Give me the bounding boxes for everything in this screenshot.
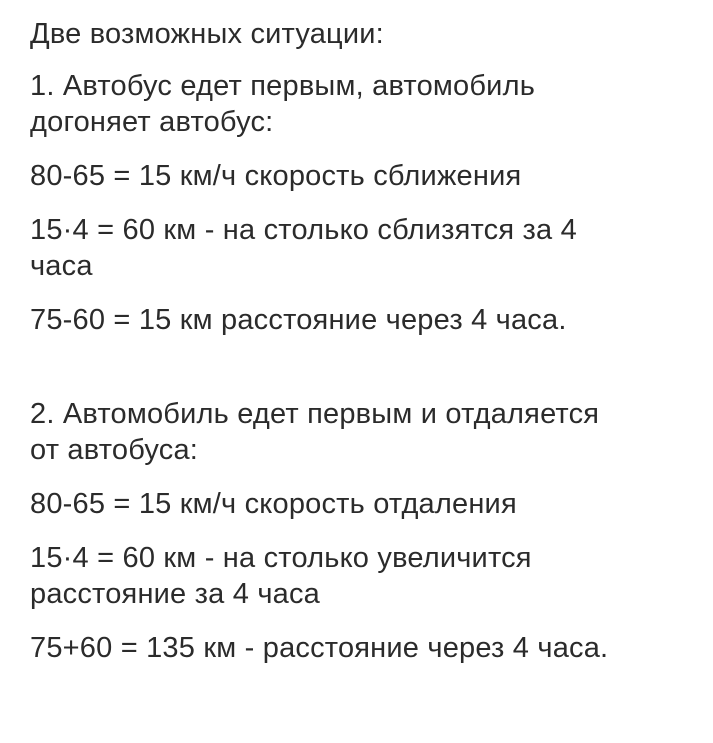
section-gap	[30, 338, 693, 396]
case-1-step-3: 75-60 = 15 км расстояние через 4 часа.	[30, 304, 567, 336]
case-1	[30, 68, 693, 338]
case-1-step-2-line-2: часа	[30, 250, 93, 282]
case-1-step-2-line-1: 15·4 = 60 км - на столько сблизятся за 4	[30, 214, 577, 246]
spacer	[30, 194, 693, 212]
case-2-heading-line-1: 2. Автомобиль едет первым и отдаляется	[30, 398, 600, 430]
spacer	[30, 522, 693, 540]
spacer	[30, 612, 693, 630]
case-2-step-2-line-2: расстояние за 4 часа	[30, 578, 320, 610]
case-2-heading-line-2: от автобуса:	[30, 434, 199, 466]
case-1-heading-line-1: 1. Автобус едет первым, автомобиль	[30, 70, 536, 102]
case-2-step-1: 80-65 = 15 км/ч скорость отдаления	[30, 488, 517, 520]
spacer	[30, 140, 693, 158]
case-1-step-1: 80-65 = 15 км/ч скорость сближения	[30, 160, 522, 192]
case-2-step-3: 75+60 = 135 км - расстояние через 4 часа.	[30, 632, 609, 664]
case-1-heading-line-2: догоняет автобус:	[30, 106, 274, 138]
spacer	[30, 52, 693, 68]
case-2	[30, 396, 693, 666]
intro-text: Две возможных ситуации:	[30, 18, 384, 50]
case-2-step-2-line-1: 15·4 = 60 км - на столько увеличится	[30, 542, 532, 574]
spacer	[30, 468, 693, 486]
spacer	[30, 284, 693, 302]
